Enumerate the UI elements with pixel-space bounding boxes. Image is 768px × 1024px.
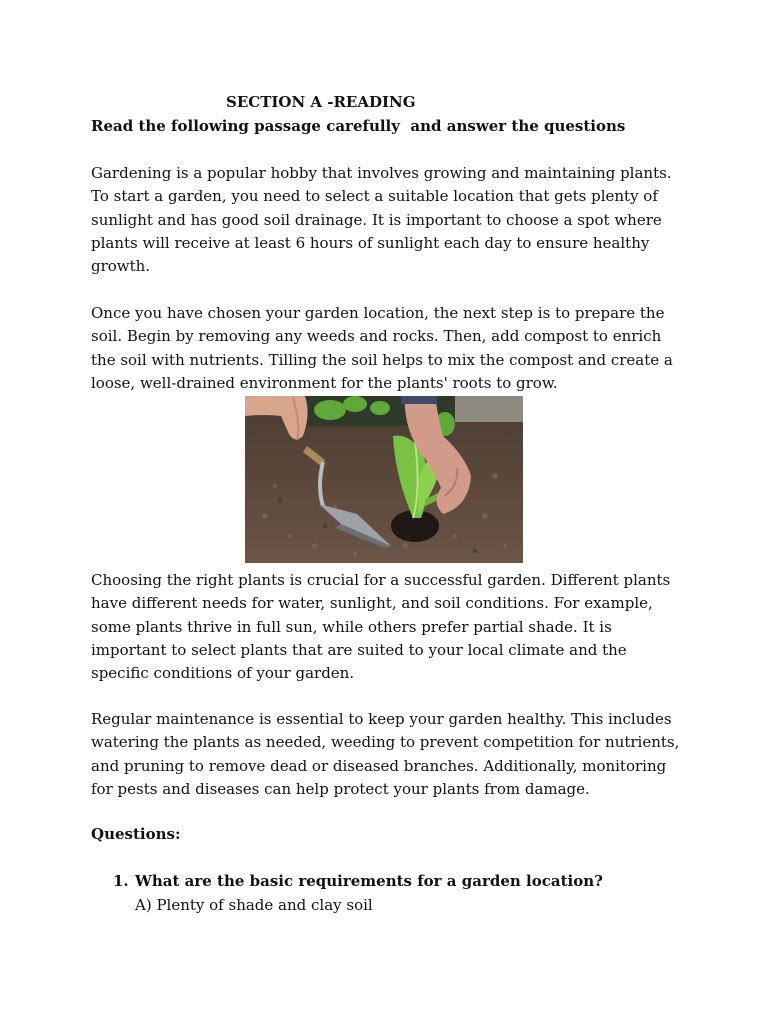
instruction-text: Read the following passage carefully and answer the questions — [91, 117, 626, 135]
question-number: 1. — [113, 872, 129, 890]
questions-heading: Questions: — [91, 825, 181, 843]
gardening-photo — [245, 396, 523, 563]
passage-paragraph-2: Once you have chosen your garden location, the next step is to prepare the soil. Begin by removing any weeds and rocks. Then, add compost to enrich the soil with nutrients. Tilling the soil helps to mix the compost and create a loose, well-drained environment for the plants' roots to grow. — [91, 304, 673, 392]
passage-paragraph-3: Choosing the right plants is crucial for a successful garden. Different plants have different needs for water, sunlight, and soil conditions. For example, some plants thrive in full sun, while others prefer partial shade. It is important to select plants that are suited to your local climate and the specific conditions of your garden. — [91, 571, 671, 683]
question-text: What are the basic requirements for a garden location? — [135, 872, 603, 890]
passage-paragraph-1: Gardening is a popular hobby that involves growing and maintaining plants. To start a garden, you need to select a suitable location that gets plenty of sunlight and has good soil drainage. It is important to choose a spot where plants will receive at least 6 hours of sunlight each day to ensure healthy growth. — [91, 164, 672, 276]
question-option: A) Plenty of shade and clay soil — [135, 896, 373, 914]
passage-paragraph-4: Regular maintenance is essential to keep your garden healthy. This includes watering the plants as needed, weeding to prevent competition for nutrients, and pruning to remove dead or diseased branches. Additionally, monitoring for pests and diseases can help protect your plants from damage. — [91, 710, 680, 798]
section-title: SECTION A -READING — [226, 93, 416, 111]
